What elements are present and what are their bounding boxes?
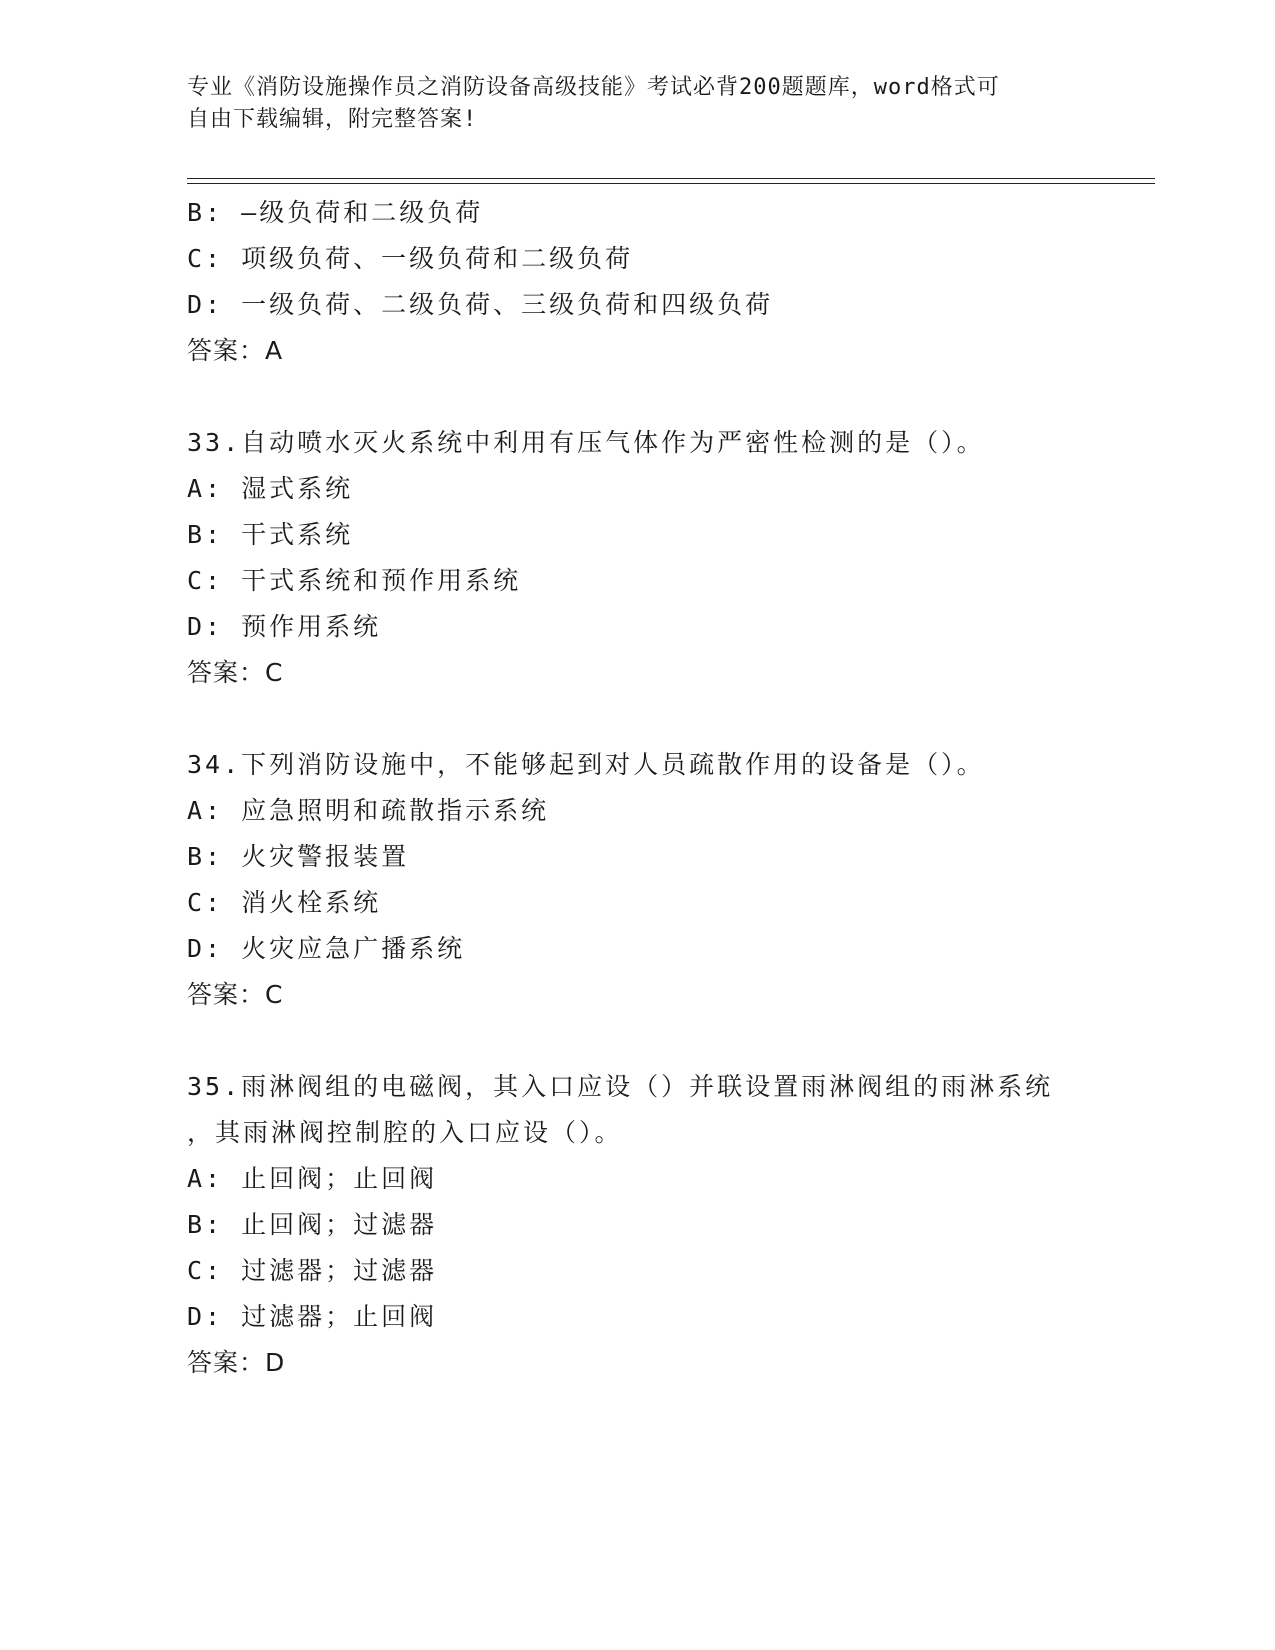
option-b: B: —级负荷和二级负荷: [187, 198, 484, 227]
header-divider-bottom: [187, 183, 1155, 184]
option-a: A: 湿式系统: [187, 474, 354, 503]
question-stem-line-2: ，其雨淋阀控制腔的入口应设（）。: [187, 1118, 623, 1147]
header-divider-top: [187, 178, 1155, 179]
spacer: [187, 374, 1147, 420]
option-c: C: 项级负荷、一级负荷和二级负荷: [187, 244, 634, 273]
option-c: C: 干式系统和预作用系统: [187, 566, 522, 595]
document-header: [187, 72, 1087, 136]
option-a: A: 应急照明和疏散指示系统: [187, 796, 550, 825]
answer: 答案：C: [187, 980, 284, 1009]
option-b: B: 干式系统: [187, 520, 354, 549]
option-b: B: 火灾警报装置: [187, 842, 410, 871]
question-stem: 34.下列消防设施中，不能够起到对人员疏散作用的设备是（）。: [187, 750, 985, 779]
option-a: A: 止回阀；止回阀: [187, 1164, 438, 1193]
option-c: C: 消火栓系统: [187, 888, 382, 917]
header-line-2: 自由下载编辑，附完整答案!: [187, 107, 478, 132]
option-d: D: 一级负荷、二级负荷、三级负荷和四级负荷: [187, 290, 774, 319]
answer: 答案：D: [187, 1348, 286, 1377]
spacer: [187, 696, 1147, 742]
spacer: [187, 1018, 1147, 1064]
option-d: D: 预作用系统: [187, 612, 382, 641]
question-stem-line-1: 35.雨淋阀组的电磁阀，其入口应设（）并联设置雨淋阀组的雨淋系统: [187, 1072, 1054, 1101]
question-list: [187, 190, 1147, 1386]
option-d: D: 过滤器；止回阀: [187, 1302, 438, 1331]
question-33: [187, 420, 1147, 696]
question-stem: 33.自动喷水灭火系统中利用有压气体作为严密性检测的是（）。: [187, 428, 985, 457]
question-35: [187, 1064, 1147, 1386]
option-c: C: 过滤器；过滤器: [187, 1256, 438, 1285]
answer: 答案：A: [187, 336, 284, 365]
answer: 答案：C: [187, 658, 284, 687]
option-b: B: 止回阀；过滤器: [187, 1210, 438, 1239]
question-32-continued: [187, 190, 1147, 374]
option-d: D: 火灾应急广播系统: [187, 934, 466, 963]
header-line-1: 专业《消防设施操作员之消防设备高级技能》考试必背200题题库，word格式可: [187, 75, 1000, 100]
question-34: [187, 742, 1147, 1018]
